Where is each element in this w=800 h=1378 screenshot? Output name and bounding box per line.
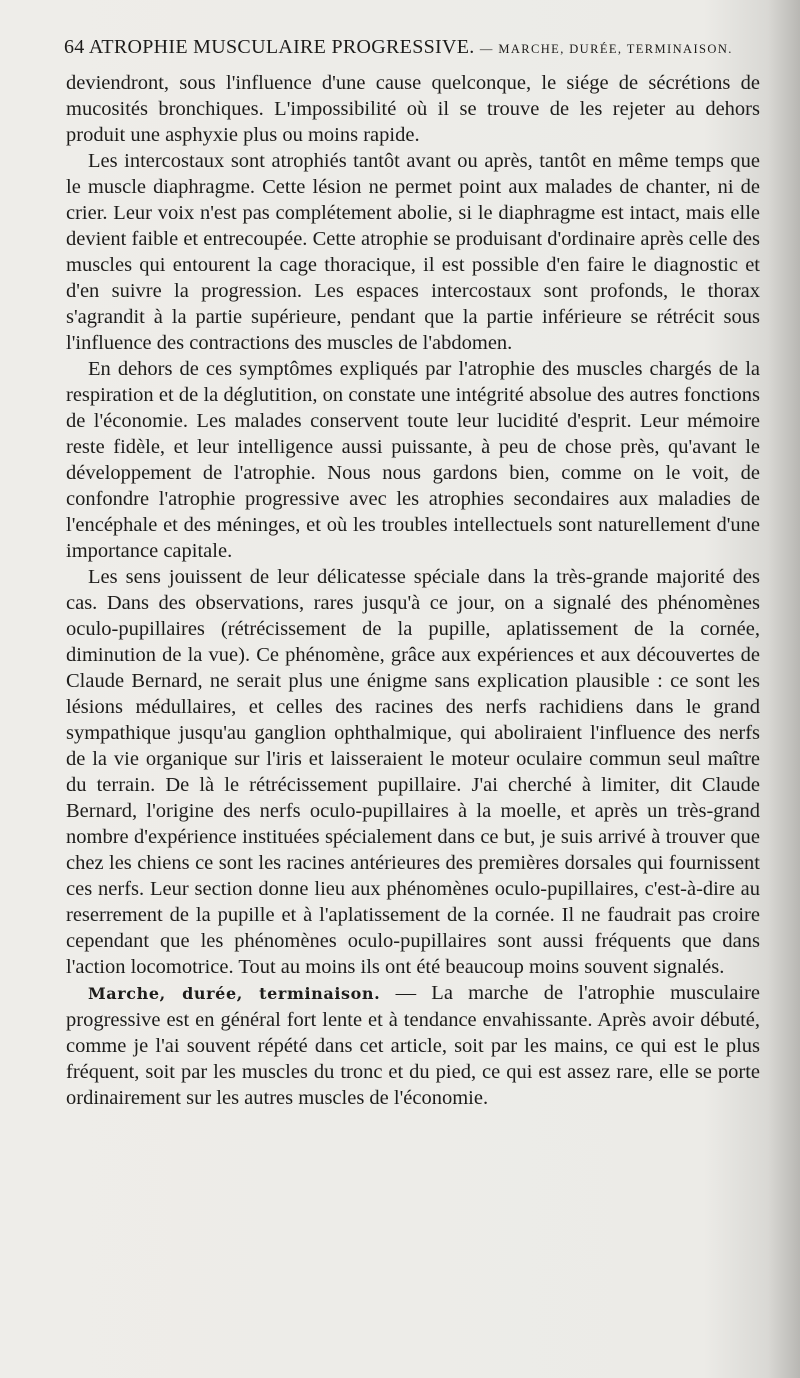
body-text [66,70,760,1111]
section-heading: Marche, durée, terminaison. [88,984,381,1003]
paragraph: Les intercostaux sont atrophiés tantôt avant ou après, tantôt en même temps que le muscle diaphragme. Cette lésion ne permet point aux malades de chanter, ni de crier. Leur voix n'est pas complétement abolie, si le diaphragme est intact, mais elle devient faible et entrecoupée. Cette atrophie se produisant d'ordinaire après celle des muscles qui entourent la cage thoracique, il est possible d'en faire le diagnostic et d'en suivre la progression. Les espaces intercostaux sont profonds, le thorax s'agrandit à la partie supérieure, pendant que la partie inférieure se rétrécit sous l'influence des contractions des muscles de l'abdomen. [66,150,760,354]
page-number: 64 [64,36,85,58]
header-section: — MARCHE, DURÉE, TERMINAISON. [479,42,733,56]
paragraph: En dehors de ces symptômes expliqués par l'atrophie des muscles chargés de la respiration et de la déglutition, on constate une intégrité absolue des autres fonctions de l'économie. Les malades conservent toute leur lucidité d'esprit. Leur mémoire reste fidèle, et leur intelligence aussi puissante, à peu de chose près, qu'avant le développement de l'atrophie. Nous nous gardons bien, comme on le voit, de confondre l'atrophie progressive avec les atrophies secondaires aux maladies de l'encéphale et des méninges, et où les troubles intellectuels sont naturellement d'une importance capitale. [66,358,760,562]
section-text: — La marche de l'atrophie musculaire progressive est en général fort lente et à tendance envahissante. Après avoir débuté, comme je l'ai souvent répété dans cet article, soit par les mains, ce qui est le plus fréquent, soit par les muscles du tronc et du pied, ce qui est assez rare, elle se porte ordinairement sur les autres muscles de l'économie. [66,982,761,1109]
section-paragraph [66,980,760,1111]
paragraph: Les sens jouissent de leur délicatesse spéciale dans la très-grande majorité des cas. Dans des observations, rares jusqu'à ce jour, on a signalé des phénomènes oculo-pupillaires (rétrécissement de la pupille, aplatissement de la cornée, diminution de la vue). Ce phénomène, grâce aux expériences et aux découvertes de Claude Bernard, ne serait plus une énigme sans explication plausible : ce sont les lésions médullaires, et celles des racines des nerfs rachidiens dans le grand sympathique jusqu'au ganglion ophthalmique, qui aboliraient l'influence des nerfs de la vie organique sur l'iris et laisseraient le moteur oculaire commun seul maître du terrain. De là le rétrécissement pupillaire. J'ai cherché à limiter, dit Claude Bernard, l'origine des nerfs oculo-pupillaires à la moelle, et après un très-grand nombre d'expérience instituées spécialement dans ce but, je suis arrivé à trouver que chez les chiens ce sont les racines antérieures des premières dorsales qui fournissent ces nerfs. Leur section donne lieu aux phénomènes oculo-pupillaires, c'est-à-dire au reserrement de la pupille et à l'aplatissement de la cornée. Il ne faudrait pas croire cependant que les phénomènes oculo-pupillaires sont aussi fréquents que dans l'action locomotrice. Tout au moins ils ont été beaucoup moins souvent signalés. [66,566,760,978]
paragraph: deviendront, sous l'influence d'une cause quelconque, le siége de sécrétions de mucosités bronchiques. L'impossibilité où il se trouve de les rejeter au dehors produit une asphyxie plus ou moins rapide. [66,72,760,146]
running-header [64,36,764,59]
header-title: ATROPHIE MUSCULAIRE PROGRESSIVE. [88,36,475,58]
